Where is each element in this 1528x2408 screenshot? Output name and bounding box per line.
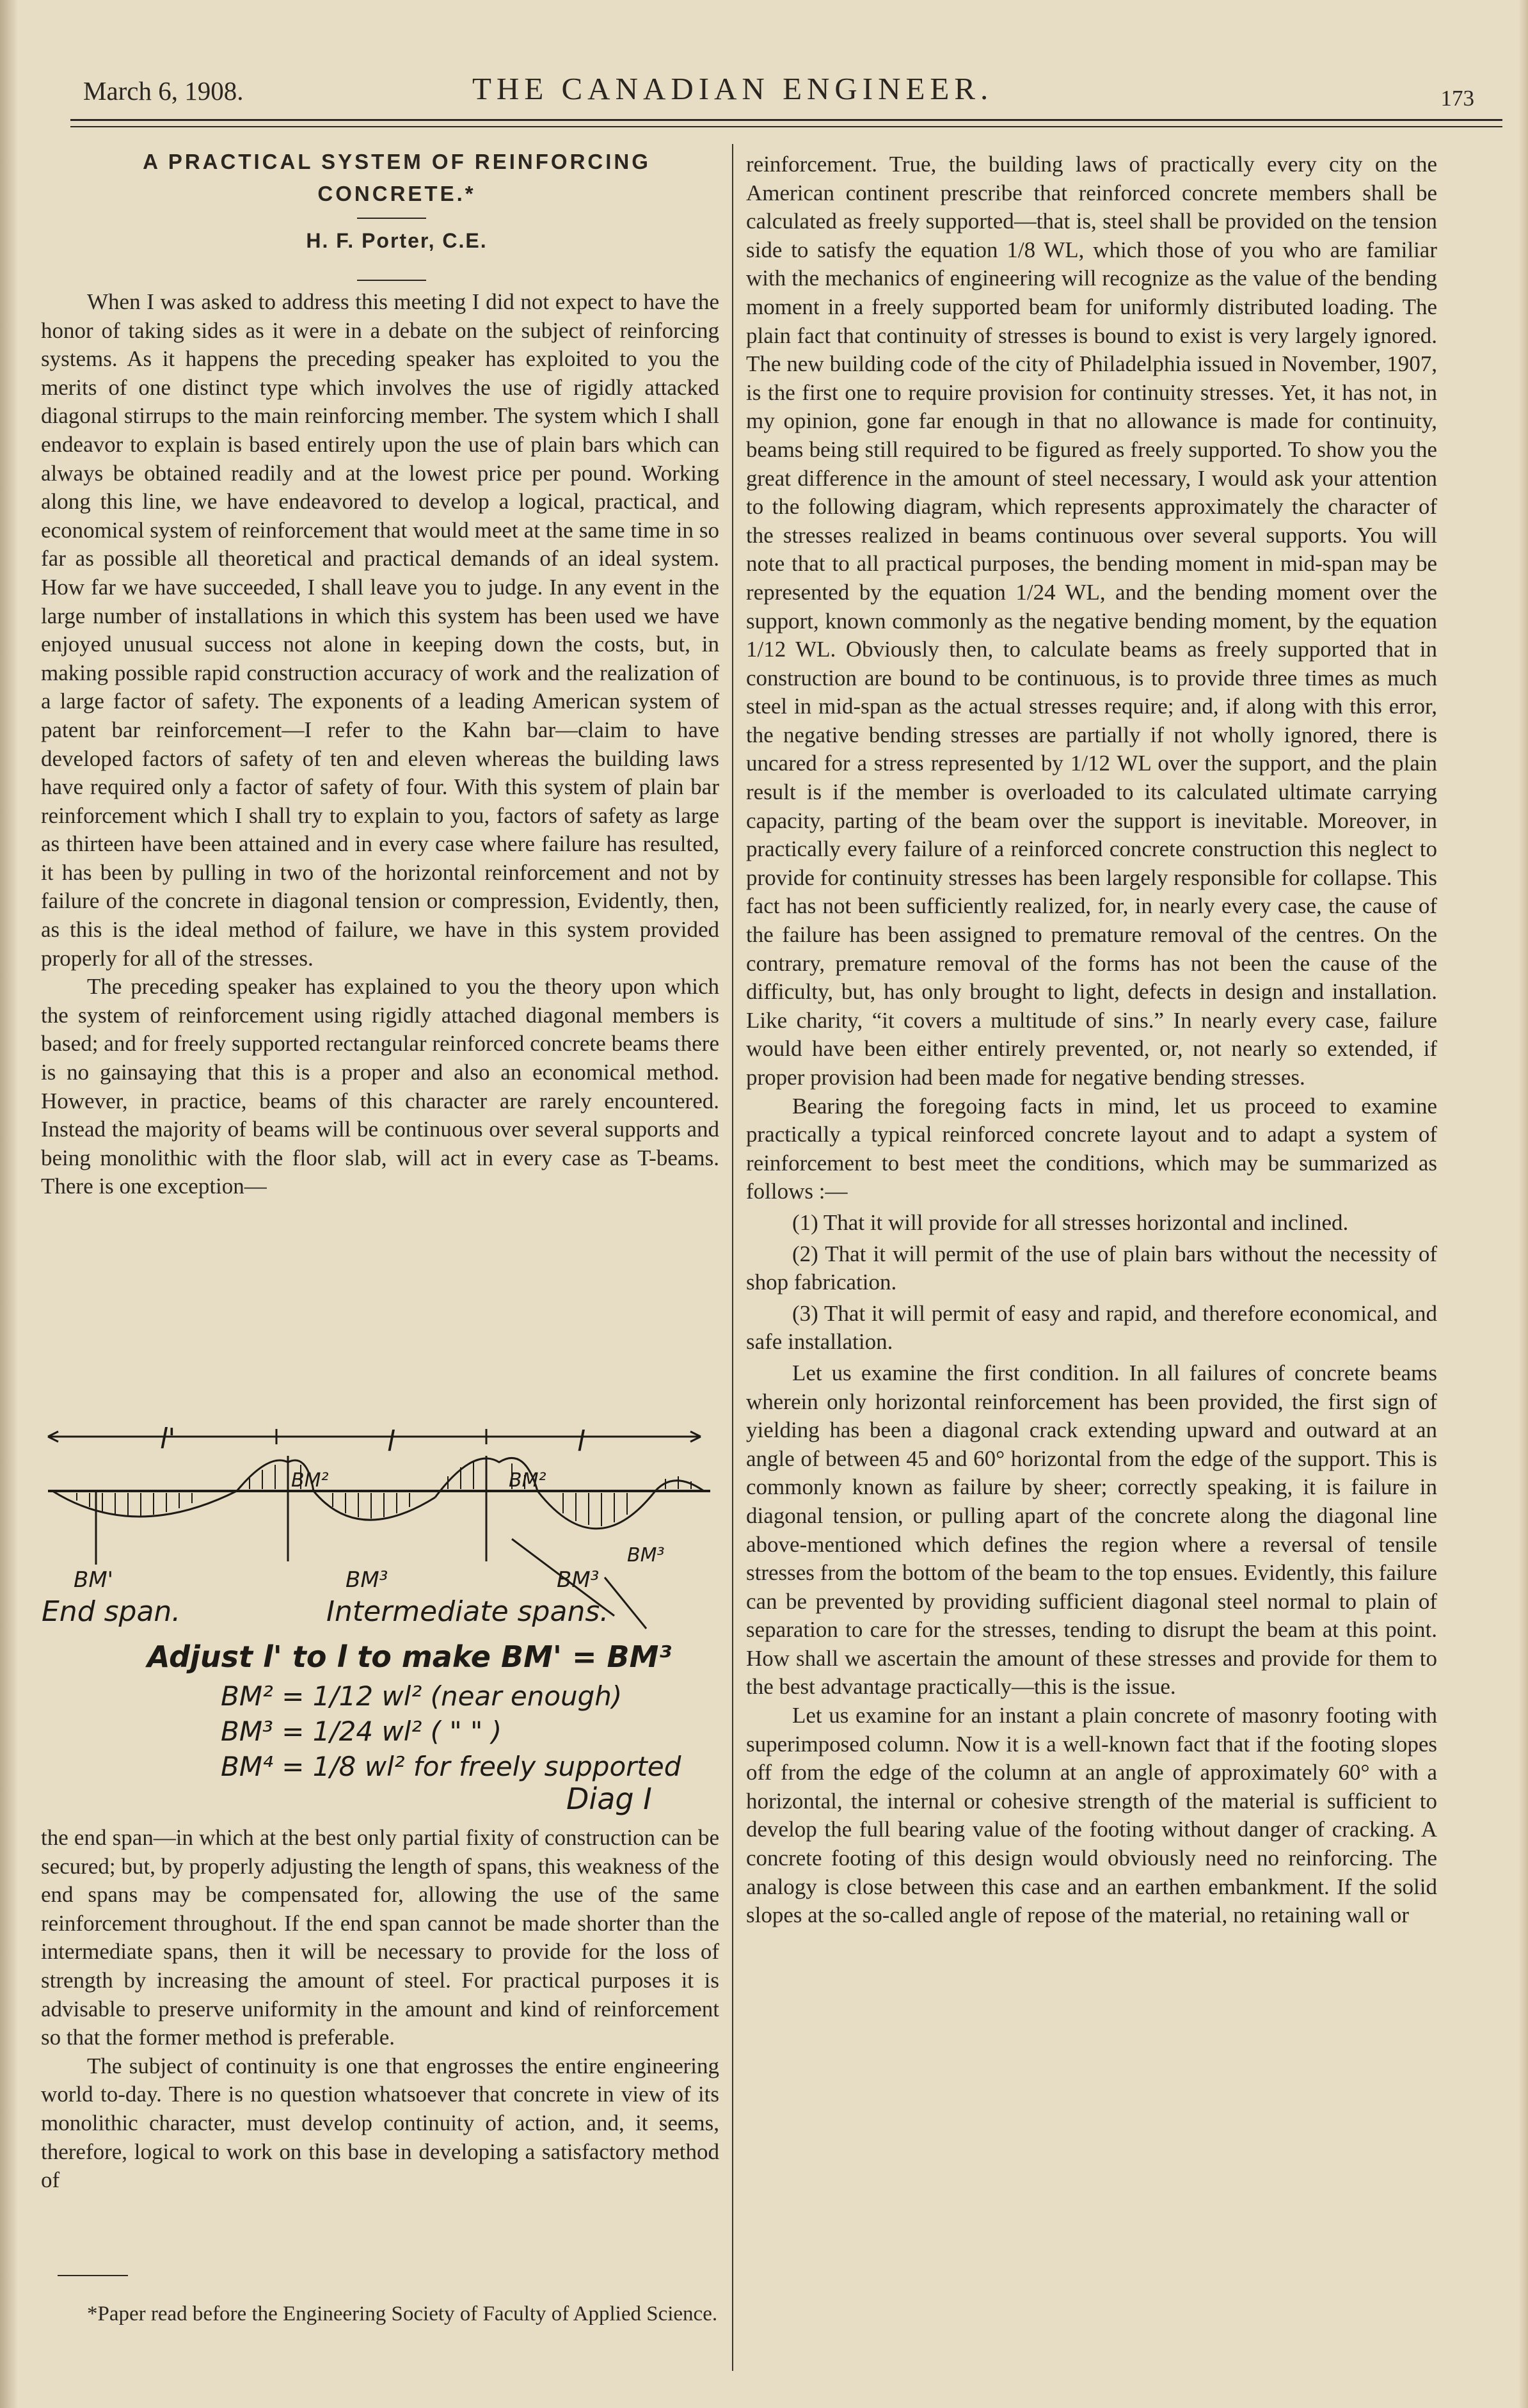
- article-author: H. F. Porter, C.E.: [306, 229, 488, 252]
- page-number: 173: [1440, 86, 1474, 111]
- page-edge-shadow-right: [1519, 0, 1528, 2408]
- paragraph: Bearing the foregoing facts in mind, let us proceed to examine practically a typical reinforced concrete layout and to adapt a system of reinforcement to best meet the conditions, which may be summarized as follows :—: [746, 1093, 1437, 1204]
- header-rule-thin: [70, 126, 1502, 127]
- left-column-top: [41, 288, 719, 1201]
- footnote-rule: [58, 2275, 128, 2276]
- bm1-label: BM': [74, 1567, 114, 1593]
- bm4-label: BM³: [627, 1544, 665, 1567]
- span-label-mid: l: [387, 1425, 395, 1458]
- list-item: (2) That it will permit of the use of plain bars without the necessity of shop fabrication.: [746, 1241, 1437, 1295]
- diagram-number: Diag I: [566, 1782, 652, 1816]
- intermediate-spans-label: Intermediate spans.: [326, 1595, 609, 1628]
- paragraph: reinforcement. True, the building laws of practically every city on the American continent prescribe that reinforced concrete members shall be calculated as freely supported—that is, steel shall be provided on the tension side to satisfy the equation 1/8 WL, which those of you who are familiar with the mechanics of engineering will recognize as the value of the bending moment in a freely supported beam for uniformly distributed loading. The plain fact that continuity of stresses is bound to exist is very largely ignored. The new building code of the city of Philadelphia issued in November, 1907, is the first one to require provision for continuity stresses. Yet, it has not, in my opinion, gone far enough in that no allowance is made for continuity, beams being still required to be figured as freely supported. To show you the great difference in the amount of steel necessary, I would ask your attention to the following diagram, which represents approximately the character of the stresses realized in beams continuous over several supports. You will note that to all practical purposes, the bending moment in mid-span may be represented by the equation 1/24 WL, and the bending moment over the support, known commonly as the negative bending moment, by the equation 1/12 WL. Obviously then, to calculate beams as freely supported that in construction are bound to be continuous, is to provide three times as much steel in mid-span as the actual stresses require; and, if along with this error, the negative bending stresses are partially if not wholly ignored, there is uncared for a stress represented by 1/12 WL over the support, and the plain result is if the member is overloaded to its calculated ultimate carrying capacity, parting of the beam over the support is inevitable. Moreover, in practically every failure of a reinforced concrete construction this neglect to provide for continuity stresses has been largely responsible for collapse. This fact has not been sufficiently realized, for, in nearly every case, the cause of the failure has been assigned to premature removal of the centres. On the contrary, premature removal of the forms has not been the cause of the difficulty, but, has only brought to light, defects in design and installation. Like charity, “it covers a multitude of sins.” In nearly every case, failure would have been either entirely prevented, or, not nearly so extended, if proper provision had been made for negative bending stresses.: [746, 152, 1437, 1090]
- bm3-label-right: BM³: [557, 1567, 600, 1593]
- span-label-end: l': [160, 1423, 176, 1455]
- paragraph: the end span—in which at the best only partial fixity of construction can be secured; but, by properly adjusting the length of spans, this weakness of the end spans may be compensated for, allowing the use of the same reinforcement throughout. If the end span cannot be made shorter than the intermediate spans, then it will be necessary to provide for the loss of strength by increasing the amount of steel. For practical purposes it is advisable to preserve uniformity in the amount and kind of reinforcement so that the former method is preferable.: [41, 1825, 719, 2050]
- header-rule: [70, 119, 1502, 121]
- masthead: THE CANADIAN ENGINEER.: [472, 71, 994, 106]
- left-column-bottom: [41, 1824, 719, 2195]
- bm3-label: BM³: [346, 1567, 388, 1593]
- column-divider: [732, 144, 733, 2371]
- bending-moment-diagram: [38, 1417, 723, 1821]
- byline-rule: [357, 280, 426, 281]
- title-rule: [357, 218, 426, 219]
- list-item: (1) That it will provide for all stresses horizontal and inclined.: [792, 1209, 1349, 1235]
- conditions-list: [746, 1209, 1437, 1357]
- adjust-note: Adjust l' to l to make BM' = BM³: [147, 1639, 672, 1674]
- list-item: (3) That it will permit of easy and rapid, and therefore economical, and safe installation.: [746, 1300, 1437, 1355]
- bm2-label: BM²: [291, 1469, 329, 1492]
- right-column: [746, 150, 1437, 1930]
- page-header: [83, 64, 1483, 122]
- equation-bm3: BM³ = 1/24 wl² ( " " ): [221, 1716, 502, 1747]
- issue-date: March 6, 1908.: [83, 76, 244, 106]
- page-edge-shadow: [0, 0, 18, 2408]
- paragraph: Let us examine the first condition. In all failures of concrete beams wherein only horizontal reinforcement has been provided, the first sign of yielding has been a diagonal crack extending upward and outward at an angle of between 45 and 60° horizontal from the edge of the support. This is commonly known as failure by sheer; correctly speaking, it is failure in diagonal tension, or pulling apart of the concrete along the diagonal line above-mentioned which defines the region where a reversal of tensile stresses from the bottom of the beam to the top ensues. Evidently, this failure can be prevented by providing sufficient diagonal steel normal to plain of separation to care for the stresses, tending to disrupt the beam at this point. How shall we ascertain the amount of these stresses and provide for them to the best advantage practically—this is the issue.: [746, 1360, 1437, 1700]
- diagram-svg: [38, 1417, 723, 1821]
- bm2-label-right: BM²: [509, 1469, 546, 1492]
- paragraph: The subject of continuity is one that engrosses the entire engineering world to-day. There is no question whatsoever that concrete in view of its monolithic character, must develop continuity of action, and, it seems, therefore, logical to work on this base in developing a satisfactory method of: [41, 2053, 719, 2193]
- footnote-text: *Paper read before the Engineering Society of Faculty of Applied Science.: [87, 2302, 718, 2325]
- article-title: A PRACTICAL SYSTEM OF REINFORCING CONCRETE.*: [143, 150, 651, 205]
- end-span-label: End span.: [42, 1595, 181, 1628]
- paragraph: When I was asked to address this meeting I did not expect to have the honor of taking sides as it were in a debate on the subject of reinforcing systems. As it happens the preceding speaker has exploited to you the merits of one distinct type which involves the use of rigidly attacked diagonal stirrups to the main reinforcing member. The system which I shall endeavor to explain is based entirely upon the use of plain bars which can always be obtained readily and at the lowest price per pound. Working along this line, we have endeavored to develop a logical, practical, and economical system of reinforcement that would meet at the same time in so far as possible all theoretical and practical demands of an ideal system. How far we have succeeded, I shall leave you to judge. In any event in the large number of installations in which this system has been used we have enjoyed unusual success not alone in keeping down the costs, but, in making possible rapid construction accuracy of work and the realization of a large factor of safety. The exponents of a leading American system of patent bar reinforcement—I refer to the Kahn bar—claim to have developed factors of safety of ten and eleven whereas the building laws have required only a factor of safety of four. With this system of plain bar reinforcement which I shall try to explain to you, factors of safety as large as thirteen have been attained and in every case where failure has resulted, it has been by pulling in two of the horizontal reinforcement and not by failure of the concrete in diagonal tension or compression, Evidently, then, as this is the ideal method of failure, we have in this system provided properly for all of the stresses.: [41, 289, 719, 971]
- footnote: [41, 2300, 719, 2327]
- equation-bm4: BM⁴ = 1/8 wl² for freely supported: [221, 1751, 681, 1782]
- span-label-right: l: [577, 1425, 585, 1458]
- paragraph: Let us examine for an instant a plain concrete of masonry footing with superimposed column. Now it is a well-known fact that if the footing slopes off from the edge of the column at an angle of approximately 60° with a horizontal, the internal or cohesive strength of the material is sufficient to develop the full bearing value of the footing without danger of cracking. A concrete footing of this design would obviously need no reinforcing. The analogy is close between this case and an earthen embankment. If the solid slopes at the so-called angle of repose of the material, no retaining wall or: [746, 1703, 1437, 1928]
- paragraph: The preceding speaker has explained to you the theory upon which the system of reinforcement using rigidly attached diagonal members is based; and for freely supported rectangular reinforced concrete beams there is no gainsaying that this is a proper and also an economical method. However, in practice, beams of this character are rarely encountered. Instead the majority of beams will be continuous over several supports and being monolithic with the floor slab, will act in every case as T-beams. There is one exception—: [41, 974, 719, 1199]
- equation-bm2: BM² = 1/12 wl² (near enough): [221, 1680, 623, 1712]
